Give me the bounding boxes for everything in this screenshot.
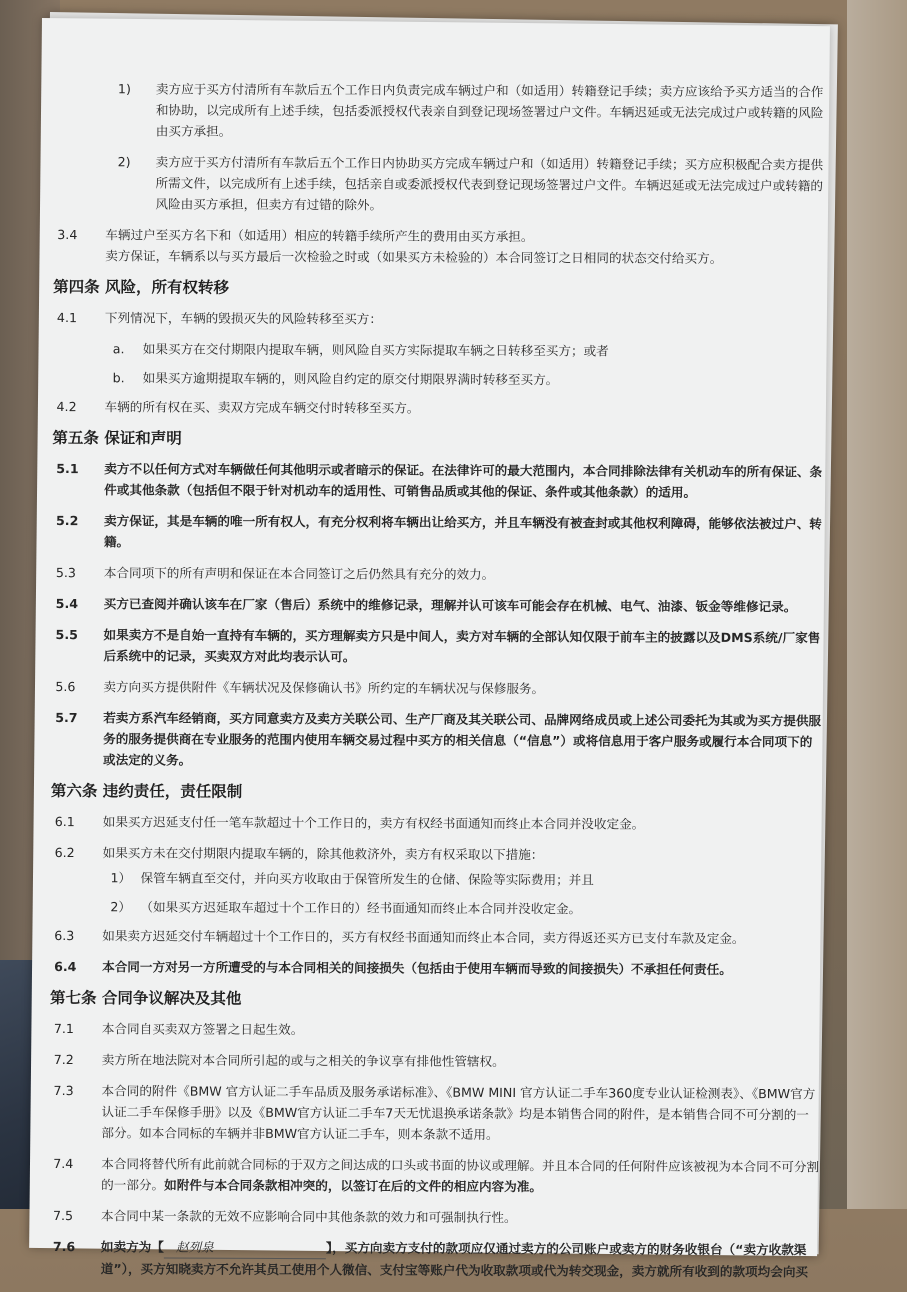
clause-number: 3.4	[57, 227, 78, 243]
clause-6-2-item-2	[110, 896, 820, 920]
clause-number: 5.3	[55, 565, 76, 581]
clause-6-4	[50, 956, 820, 980]
clause-text: 本合同自买卖双方签署之日起生效。	[101, 1021, 304, 1038]
clause-number: 5.1	[56, 461, 79, 477]
item-number: 1)	[117, 81, 131, 97]
clause-6-2-item-1	[110, 867, 820, 891]
item-number: b.	[112, 370, 125, 386]
section-4-title: 第四条 风险，所有权转移	[53, 276, 230, 297]
clause-text: 本合同一方对另一方所遭受的与本合同相关的间接损失（包括由于使用车辆而导致的间接损失）不承担任何责任。	[102, 959, 732, 977]
item-text: （如果买方迟延取车超过十个工作日的）经书面通知而终止本合同并没收定金。	[140, 899, 582, 917]
clause-number: 7.6	[52, 1239, 76, 1255]
section-6-title: 第六条 违约责任，责任限制	[50, 780, 243, 801]
handwritten-seller-name: 赵列泉	[164, 1236, 326, 1259]
clause-number: 6.3	[54, 928, 75, 944]
clause-text	[101, 1236, 819, 1282]
clause-text	[105, 224, 823, 269]
clause-number: 4.2	[56, 399, 77, 415]
clause-7-3	[49, 1080, 819, 1146]
clause-text-plain: 本合同将替代所有此前就合同标的于双方之间达成的口头或书面的协议或理解。并且本合同的任何附件应该被视为本合同不可分割的一部分。	[101, 1156, 820, 1193]
clause-text: 本合同的附件《BMW 官方认证二手车品质及服务承诺标准》、《BMW MINI 官方认证二手车360度专业认证检测表》、《BMW官方认证二手车保修手册》以及《BMW官方认证二手车7天无忧退换承诺条款》均是本销售合同的附件，是本销售合同不可分割的一部分。如本合同标的车辆并非BMW官方认证二手车，则本条款不适用。	[101, 1083, 816, 1142]
item-text: 如果买方在交付期限内提取车辆，则风险自买方实际提取车辆之日转移至买方；或者	[142, 341, 609, 359]
clause-text: 卖方保证，其是车辆的唯一所有权人，有充分权利将车辆出让给买方，并且车辆没有被查封或其他权利障碍，能够依法被过户、转籍。	[103, 513, 822, 550]
clause-5-2	[52, 510, 822, 555]
clause-text-bold: 如附件与本合同条款相冲突的，以签订在后的文件的相应内容为准。	[164, 1177, 542, 1195]
clause-number: 5.5	[55, 627, 78, 643]
clause-5-3	[52, 562, 822, 586]
clause-5-7	[51, 707, 821, 773]
clause-number: 5.6	[55, 679, 76, 695]
clause-number: 6.4	[54, 959, 77, 975]
contract-page	[49, 78, 824, 1292]
clause-6-3	[50, 925, 820, 949]
clause-suffix: 】，买方向卖方支付的款项应仅通过卖方的公司账户或卖方的财务收银台（“卖方收款渠道”），买方知晓卖方不允许其员工使用个人微信、支付宝等账户代为收取款项或代为转交现金，卖方就所有收到的款项均会向买	[100, 1240, 809, 1280]
clause-text	[101, 1153, 819, 1198]
clause-number: 7.4	[53, 1156, 74, 1172]
clause-7-1	[50, 1018, 820, 1042]
clause-6-2	[51, 842, 821, 866]
clause-number: 6.2	[54, 845, 75, 861]
clause-text: 如果卖方迟延交付车辆超过十个工作日的，买方有权经书面通知而终止本合同，卖方得返还买方已支付车款及定金。	[102, 928, 745, 947]
clause-text: 本合同项下的所有声明和保证在本合同签订之后仍然具有充分的效力。	[103, 565, 495, 582]
clause-number: 5.4	[55, 596, 79, 612]
clause-number: 7.3	[53, 1083, 74, 1099]
item-number: 1）	[110, 870, 132, 886]
clause-text: 下列情况下，车辆的毁损灭失的风险转移至买方：	[104, 310, 383, 327]
clause-text: 卖方不以任何方式对车辆做任何其他明示或者暗示的保证。在法律许可的最大范围内，本合同排除法律有关机动车的所有保证、条件或其他条款（包括但不限于针对机动车的适用性、可销售品质或其他的保证、条件或其他条款）的适用。	[104, 461, 823, 500]
clause-6-1	[51, 811, 821, 835]
clause-4-1-item-b	[113, 367, 823, 391]
clause-5-6	[51, 676, 821, 700]
clause-7-2	[50, 1049, 820, 1073]
clause-number: 4.1	[56, 310, 78, 326]
clause-text: 如果买方迟延支付任一笔车款超过十个工作日的，卖方有权经书面通知而终止本合同并没收定金。	[102, 814, 645, 832]
item-text: 如果买方逾期提取车辆的，则风险自约定的原交付期限界满时转移至买方。	[142, 370, 559, 388]
clause-prefix: 如卖方为【	[100, 1239, 164, 1255]
section-7-title: 第七条 合同争议解决及其他	[49, 987, 242, 1008]
item-text: 卖方应于买方付清所有车款后五个工作日内负责完成车辆过户和（如适用）转籍登记手续；卖方应该给予买方适当的合作和协助，以完成所有上述手续，包括委派授权代表亲自到登记现场签署过户文件。车辆迟延或无法完成过户或转籍的风险由买方承担。	[155, 81, 824, 139]
clause-text: 如果买方未在交付期限内提取车辆的，除其他救济外，卖方有权采取以下措施：	[102, 845, 544, 863]
clause-text: 卖方向买方提供附件《车辆状况及保修确认书》所约定的车辆状况与保修服务。	[103, 679, 545, 697]
clause-5-5	[51, 624, 821, 669]
clause-3-4	[53, 224, 823, 269]
clause-text: 本合同中某一条款的无效不应影响合同中其他条款的效力和可强制执行性。	[101, 1208, 517, 1226]
clause-4-1	[53, 307, 823, 331]
clause-4-2	[53, 396, 823, 420]
clause-4-1-item-a	[113, 338, 823, 362]
clause-text: 买方已查阅并确认该车在厂家（售后）系统中的维修记录，理解并认可该车可能会存在机械、电气、油漆、钣金等维修记录。	[103, 596, 797, 615]
clause-number: 7.2	[53, 1052, 74, 1068]
clause-text: 车辆的所有权在买、卖双方完成车辆交付时转移至买方。	[104, 399, 420, 416]
background-right	[847, 0, 907, 1209]
clause-3-3-item-1	[118, 78, 824, 144]
item-number: 2）	[110, 899, 132, 915]
clause-5-4	[52, 593, 822, 617]
clause-line: 卖方保证，车辆系以与买方最后一次检验之时或（如果买方未检验的）本合同签订之日相同的状态交付给买方。	[105, 248, 723, 266]
clause-line: 车辆过户至买方名下和（如适用）相应的转籍手续所产生的费用由买方承担。	[105, 227, 534, 245]
clause-text: 如果卖方不是自始一直持有车辆的，买方理解卖方只是中间人，卖方对车辆的全部认知仅限于前车主的披露以及DMS系统/厂家售后系统中的记录，买卖双方对此均表示认可。	[103, 627, 821, 665]
clause-number: 7.5	[53, 1208, 74, 1224]
item-number: 2)	[117, 154, 131, 170]
section-5-title: 第五条 保证和声明	[52, 427, 182, 448]
item-number: a.	[112, 341, 125, 357]
clause-number: 6.1	[54, 814, 75, 830]
clause-number: 7.1	[53, 1021, 74, 1037]
clause-3-3-item-2	[117, 151, 823, 217]
clause-5-1	[52, 458, 822, 503]
clause-number: 5.2	[56, 513, 79, 529]
clause-number: 5.7	[55, 710, 78, 726]
item-text: 卖方应于买方付清所有车款后五个工作日内协助买方完成车辆过户和（如适用）转籍登记手续；买方应积极配合卖方提供所需文件，以完成所有上述手续，包括亲自或委派授权代表到登记现场签署过户文件。车辆迟延或无法完成过户或转籍的风险由买方承担，但卖方有过错的除外。	[155, 154, 824, 213]
clause-7-6	[49, 1236, 819, 1282]
section-5-clauses	[51, 458, 822, 773]
item-text: 保管车辆直至交付，并向买方收取由于保管所发生的仓储、保险等实际费用；并且	[140, 870, 594, 888]
clause-text: 若卖方系汽车经销商，买方同意卖方及卖方关联公司、生产厂商及其关联公司、品牌网络成员或上述公司委托为其或为买方提供服务的服务提供商在专业服务的范围内使用车辆交易过程中买方的相关信息（“信息”）或将信息用于客户服务或履行本合同项下的或法定的义务。	[102, 710, 822, 768]
clause-7-4	[49, 1153, 819, 1198]
clause-text: 卖方所在地法院对本合同所引起的或与之相关的争议享有排他性管辖权。	[101, 1052, 505, 1069]
